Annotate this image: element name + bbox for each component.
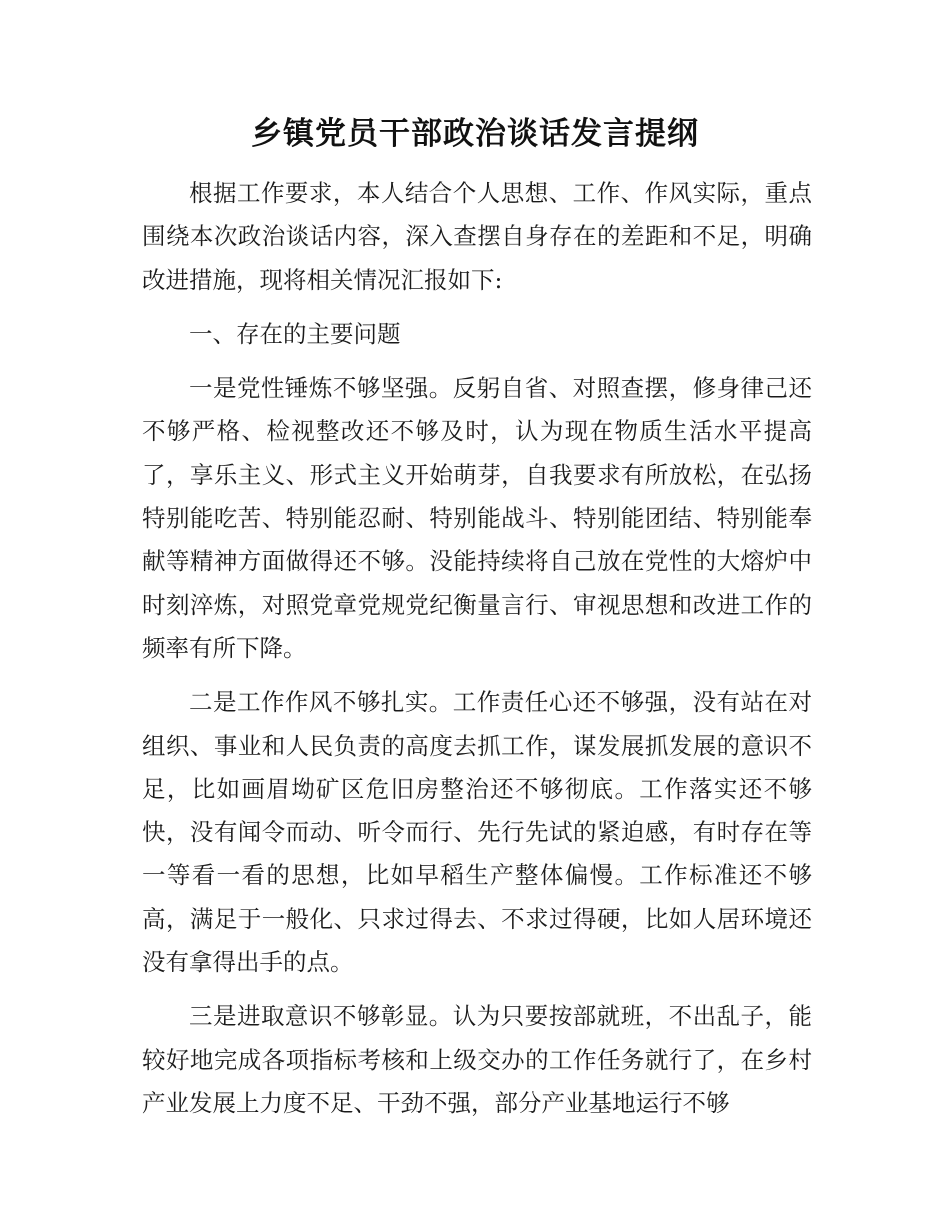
section-heading: 一、存在的主要问题 — [189, 319, 401, 348]
document-body — [142, 172, 812, 1136]
problem-paragraph-1: 一是党性锤炼不够坚强。反躬自省、对照查摆，修身律己还不够严格、检视整改还不够及时，认为现在物质生活水平提高了，享乐主义、形式主义开始萌芽，自我要求有所放松，在弘扬特别能吃苦、特别能忍耐、特别能战斗、特别能团结、特别能奉献等精神方面做得还不够。没能持续将自己放在党性的大熔炉中时刻淬炼，对照党章党规党纪衡量言行、审视思想和改进工作的频率有所下降。 — [142, 374, 812, 662]
problem-paragraph-3: 三是进取意识不够彰显。认为只要按部就班，不出乱子，能较好地完成各项指标考核和上级交办的工作任务就行了，在乡村产业发展上力度不足、干劲不强，部分产业基地运行不够 — [142, 1002, 812, 1117]
problem-paragraph-2: 二是工作作风不够扎实。工作责任心还不够强，没有站在对组织、事业和人民负责的高度去抓工作，谋发展抓发展的意识不足，比如画眉坳矿区危旧房整治还不够彻底。工作落实还不够快，没有闻令而动、听令而行、先行先试的紧迫感，有时存在等一等看一看的思想，比如早稻生产整体偏慢。工作标准还不够高，满足于一般化、只求过得去、不求过得硬，比如人居环境还没有拿得出手的点。 — [142, 688, 812, 977]
intro-paragraph: 根据工作要求，本人结合个人思想、工作、作风实际，重点围绕本次政治谈话内容，深入查摆自身存在的差距和不足，明确改进措施，现将相关情况汇报如下: — [142, 179, 812, 294]
document-title: 乡镇党员干部政治谈话发言提纲 — [251, 116, 699, 152]
